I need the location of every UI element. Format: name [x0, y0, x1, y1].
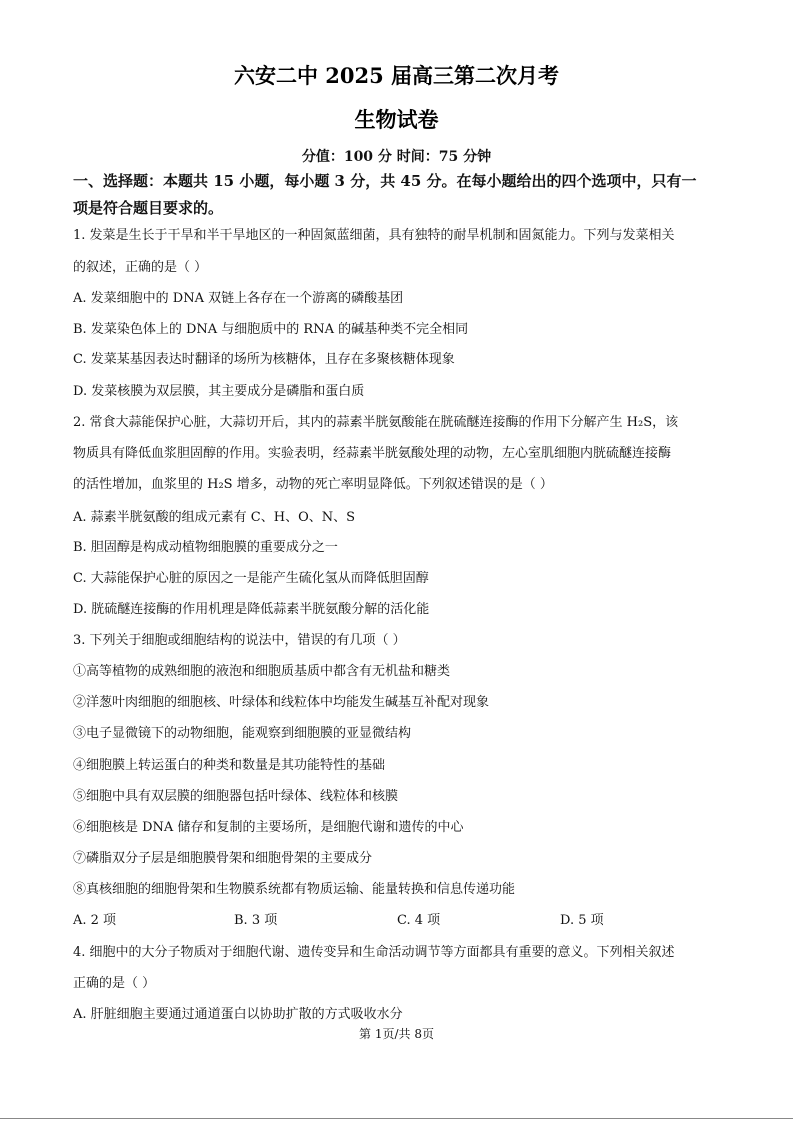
option-d: D. 5 项 — [560, 913, 604, 928]
question-line: 的活性增加，血浆里的 H₂S 增多，动物的死亡率明显降低。下列叙述错误的是（ ） — [73, 477, 553, 492]
option-line: B. 发菜染色体上的 DNA 与细胞质中的 RNA 的碱基种类不完全相同 — [73, 322, 469, 337]
option-c: C. 4 项 — [397, 913, 441, 928]
option-line: D. 发菜核膜为双层膜，其主要成分是磷脂和蛋白质 — [73, 384, 365, 399]
question-line: 的叙述，正确的是（ ） — [73, 260, 208, 275]
statement-line: ①高等植物的成熟细胞的液泡和细胞质基质中都含有无机盐和糖类 — [73, 664, 451, 679]
page-number: 第 1页/共 8页 — [359, 1027, 434, 1041]
statement-line: ⑧真核细胞的细胞骨架和生物膜系统都有物质运输、能量转换和信息传递功能 — [73, 882, 516, 897]
question-line: 4. 细胞中的大分子物质对于细胞代谢、遗传变异和生命活动调节等方面都具有重要的意义。下列相关叙述 — [73, 945, 675, 960]
statement-line: ⑦磷脂双分子层是细胞膜骨架和细胞骨架的主要成分 — [73, 851, 373, 866]
section-heading-line-1: 一、选择题：本题共 15 小题，每小题 3 分，共 45 分。在每小题给出的四个选项中，只有一 — [73, 172, 697, 190]
statement-line: ⑤细胞中具有双层膜的细胞器包括叶绿体、线粒体和核膜 — [73, 789, 399, 804]
option-line: C. 发菜某基因表达时翻译的场所为核糖体，且存在多聚核糖体现象 — [73, 352, 455, 367]
question-line: 2. 常食大蒜能保护心脏，大蒜切开后，其内的蒜素半胱氨酸能在胱硫醚连接酶的作用下分解产生 H₂S，该 — [73, 415, 679, 430]
statement-line: ③电子显微镜下的动物细胞，能观察到细胞膜的亚显微结构 — [73, 726, 412, 741]
score-time-info: 分值：100 分 时间：75 分钟 — [301, 149, 492, 165]
statement-line: ②洋葱叶肉细胞的细胞核、叶绿体和线粒体中均能发生碱基互补配对现象 — [73, 695, 490, 710]
exam-subtitle: 生物试卷 — [354, 107, 439, 132]
option-a: A. 2 项 — [73, 913, 117, 928]
option-b: B. 3 项 — [234, 913, 278, 928]
question-line: 3. 下列关于细胞或细胞结构的说法中，错误的有几项（ ） — [73, 633, 406, 648]
option-line: B. 胆固醇是构成动植物细胞膜的重要成分之一 — [73, 540, 338, 555]
statement-line: ⑥细胞核是 DNA 储存和复制的主要场所，是细胞代谢和遗传的中心 — [73, 820, 464, 835]
option-line: C. 大蒜能保护心脏的原因之一是能产生硫化氢从而降低胆固醇 — [73, 571, 429, 586]
question-line: 正确的是（ ） — [73, 976, 156, 991]
option-line: A. 蒜素半胱氨酸的组成元素有 C、H、O、N、S — [73, 510, 356, 525]
question-line: 物质具有降低血浆胆固醇的作用。实验表明，经蒜素半胱氨酸处理的动物，左心室肌细胞内胱硫醚连接酶 — [73, 446, 672, 461]
option-line: A. 发菜细胞中的 DNA 双链上各存在一个游离的磷酸基团 — [73, 291, 404, 306]
question-line: 1. 发菜是生长于干旱和半干旱地区的一种固氮蓝细菌，具有独特的耐旱机制和固氮能力。下列与发菜相关 — [73, 228, 675, 243]
page-divider — [0, 1118, 793, 1119]
exam-title: 六安二中 2025 届高三第二次月考 — [233, 63, 560, 88]
option-line: A. 肝脏细胞主要通过通道蛋白以协助扩散的方式吸收水分 — [73, 1007, 403, 1022]
statement-line: ④细胞膜上转运蛋白的种类和数量是其功能特性的基础 — [73, 758, 386, 773]
option-line: D. 胱硫醚连接酶的作用机理是降低蒜素半胱氨酸分解的活化能 — [73, 602, 430, 617]
section-heading-line-2: 项是符合题目要求的。 — [73, 199, 224, 217]
